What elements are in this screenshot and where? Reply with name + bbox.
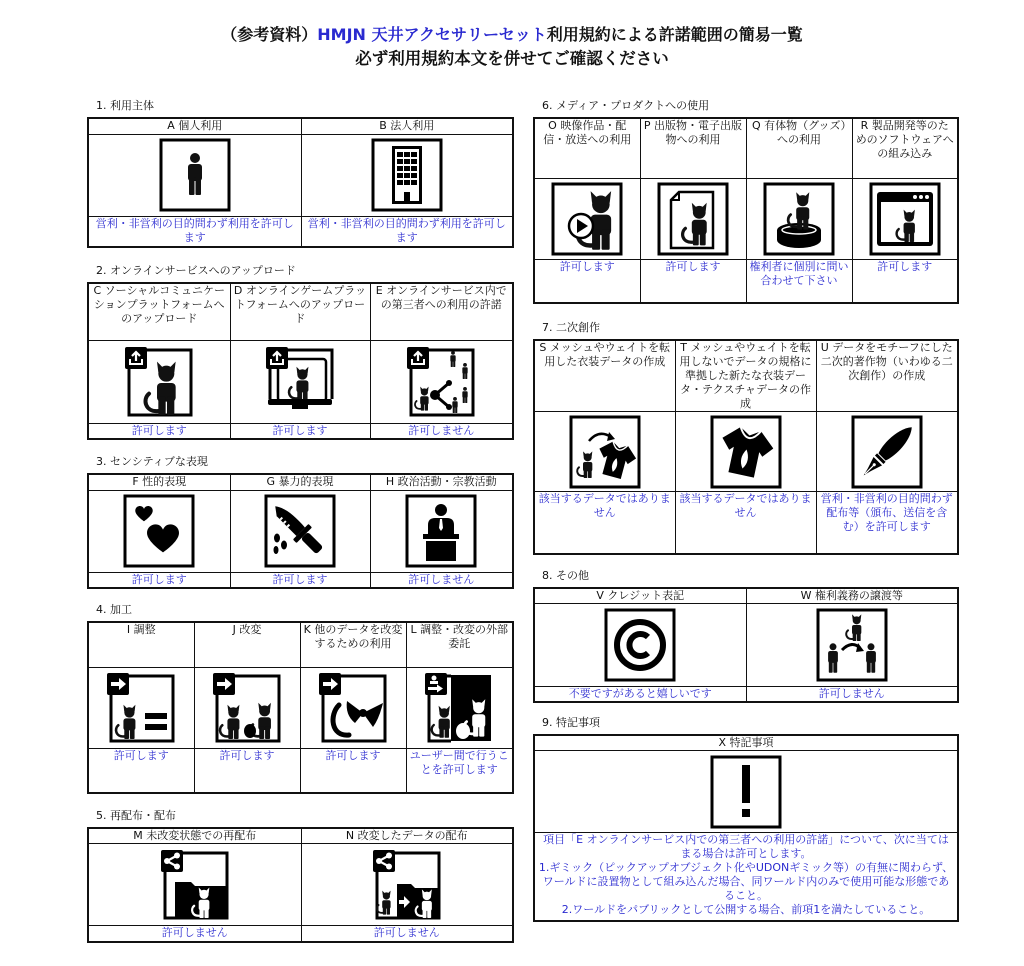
item-header-e: E オンラインサービス内での第三者への利用の許諾	[370, 283, 513, 340]
person-icon	[159, 138, 231, 212]
permission-table	[87, 621, 514, 794]
title-prefix: （参考資料）	[221, 25, 318, 44]
section-sensitive-expression	[87, 455, 512, 589]
item-icon-cell-c	[88, 340, 230, 423]
item-status-u: 営利・非営利の目的問わず配布等（頒布、送信を含む）を許可します	[816, 492, 958, 554]
item-icon-cell-j	[194, 667, 300, 748]
item-header-w: W 権利義務の譲渡等	[746, 588, 958, 604]
section-label: 7. 二次創作	[542, 321, 600, 334]
permission-table	[87, 827, 514, 943]
item-header-l: L 調整・改変の外部委託	[406, 622, 513, 667]
publication-icon	[657, 182, 729, 256]
building-icon	[371, 138, 443, 212]
upload-game-icon	[264, 345, 336, 419]
item-header-k: K 他のデータを改変するための利用	[300, 622, 406, 667]
special-notes-text	[534, 833, 958, 921]
item-icon-cell-a	[88, 134, 301, 216]
item-status-q: 権利者に個別に問い合わせて下さい	[746, 259, 852, 303]
item-icon-cell-u	[816, 412, 958, 492]
item-icon-cell-e	[370, 340, 513, 423]
title-suffix: 利用規約による許諾範囲の簡易一覧	[546, 25, 803, 44]
item-header-x: X 特記事項	[534, 735, 958, 751]
item-icon-cell-x	[534, 751, 958, 833]
item-header-j: J 改変	[194, 622, 300, 667]
transfer-rights-icon	[816, 608, 888, 682]
item-icon-cell-t	[675, 412, 816, 492]
item-status-d: 許可します	[230, 423, 370, 439]
item-header-d: D オンラインゲームプラットフォームへのアップロード	[230, 283, 370, 340]
item-icon-cell-v	[534, 604, 746, 687]
item-header-h: H 政治活動・宗教活動	[370, 474, 513, 490]
item-status-h: 許可しません	[370, 572, 513, 588]
special-note-condition-2: 2.ワールドをパブリックとして公開する場合、前項1を満たしていること。	[561, 903, 931, 916]
item-icon-cell-m	[88, 844, 301, 926]
section-label: 2. オンラインサービスへのアップロード	[96, 264, 296, 277]
item-status-l: ユーザー間で行うことを許可します	[406, 748, 513, 793]
item-status-i: 許可します	[88, 748, 194, 793]
item-header-o: O 映像作品・配信・放送への利用	[534, 118, 640, 178]
item-icon-cell-b	[301, 134, 513, 216]
item-icon-cell-f	[88, 490, 230, 572]
title-product-name: HMJN 天井アクセサリーセット	[317, 25, 547, 44]
upload-social-icon	[123, 345, 195, 419]
item-header-a: A 個人利用	[88, 118, 301, 134]
share-third-party-icon	[405, 345, 477, 419]
distribute-modified-icon	[371, 848, 443, 922]
permission-table	[533, 339, 959, 555]
software-window-icon	[869, 182, 941, 256]
item-header-m: M 未改変状態での再配布	[88, 828, 301, 844]
item-status-c: 許可します	[88, 423, 230, 439]
item-status-p: 許可します	[640, 259, 746, 303]
section-processing	[87, 603, 512, 794]
item-icon-cell-g	[230, 490, 370, 572]
item-status-e: 許可しません	[370, 423, 513, 439]
permission-table	[533, 734, 959, 922]
section-label: 1. 利用主体	[96, 99, 154, 112]
page-title	[0, 25, 1024, 45]
item-status-o: 許可します	[534, 259, 640, 303]
item-icon-cell-l	[406, 667, 513, 748]
item-status-k: 許可します	[300, 748, 406, 793]
video-icon	[551, 182, 623, 256]
item-header-t: T メッシュやウェイトを転用しないでデータの規格に準拠した新たな衣装データ・テクスチャデータの作成	[675, 340, 816, 412]
section-label: 8. その他	[542, 569, 589, 582]
item-icon-cell-i	[88, 667, 194, 748]
redistribute-icon	[159, 848, 231, 922]
item-header-c: C ソーシャルコミュニケーションプラットフォームへのアップロード	[88, 283, 230, 340]
item-status-r: 許可します	[852, 259, 958, 303]
section-derivative-works	[533, 321, 957, 555]
section-label: 6. メディア・プロダクトへの使用	[542, 99, 710, 112]
section-media-products	[533, 99, 957, 304]
item-header-i: I 調整	[88, 622, 194, 667]
item-header-p: P 出版物・電子出版物への利用	[640, 118, 746, 178]
item-icon-cell-r	[852, 178, 958, 259]
item-header-g: G 暴力的表現	[230, 474, 370, 490]
section-label: 5. 再配布・配布	[96, 809, 176, 822]
item-icon-cell-d	[230, 340, 370, 423]
section-label: 4. 加工	[96, 603, 132, 616]
special-note-intro: 項目「E オンラインサービス内での第三者への利用の許諾」について、次に当てはまる場合は許可とします。	[543, 833, 949, 860]
item-header-u: U データをモチーフにした二次的著作物（いわゆる二次創作）の作成	[816, 340, 958, 412]
section-special-notes	[533, 716, 957, 922]
item-header-r: R 製品開発等のためのソフトウェアへの組み込み	[852, 118, 958, 178]
page-subtitle: 必ず利用規約本文を併せてご確認ください	[355, 49, 669, 68]
item-status-f: 許可します	[88, 572, 230, 588]
pen-nib-icon	[851, 415, 923, 489]
adjust-icon	[105, 671, 177, 745]
knife-icon	[264, 494, 336, 568]
item-status-v: 不要ですがあると嬉しいです	[534, 687, 746, 703]
section-other	[533, 569, 957, 703]
item-header-f: F 性的表現	[88, 474, 230, 490]
item-header-v: V クレジット表記	[534, 588, 746, 604]
item-icon-cell-p	[640, 178, 746, 259]
costume-icon	[710, 415, 782, 489]
item-icon-cell-k	[300, 667, 406, 748]
item-status-a: 営利・非営利の目的問わず利用を許可します	[88, 216, 301, 247]
costume-transfer-icon	[569, 415, 641, 489]
exclamation-icon	[710, 755, 782, 829]
item-status-g: 許可します	[230, 572, 370, 588]
permission-table	[87, 282, 514, 440]
item-icon-cell-w	[746, 604, 958, 687]
outsource-icon	[423, 671, 495, 745]
item-status-t: 該当するデータではありません	[675, 492, 816, 554]
reuse-parts-icon	[317, 671, 389, 745]
hearts-icon	[123, 494, 195, 568]
item-status-s: 該当するデータではありません	[534, 492, 675, 554]
item-icon-cell-s	[534, 412, 675, 492]
item-status-n: 許可しません	[301, 926, 513, 942]
section-label: 3. センシティブな表現	[96, 455, 208, 468]
section-online-upload	[87, 264, 512, 440]
item-icon-cell-q	[746, 178, 852, 259]
item-icon-cell-o	[534, 178, 640, 259]
section-redistribution	[87, 809, 512, 943]
item-header-n: N 改変したデータの配布	[301, 828, 513, 844]
item-header-q: Q 有体物（グッズ）への利用	[746, 118, 852, 178]
item-header-s: S メッシュやウェイトを転用した衣装データの作成	[534, 340, 675, 412]
special-note-condition-1: 1.ギミック（ピックアップオブジェクト化やUDONギミック等）の有無に関わらず、ワールドに設置物として組み込んだ場合、同ワールド内のみで使用可能な形態であること。	[538, 861, 954, 902]
item-icon-cell-h	[370, 490, 513, 572]
item-status-b: 営利・非営利の目的問わず利用を許可します	[301, 216, 513, 247]
permission-table	[533, 117, 959, 304]
permission-table	[87, 117, 514, 248]
podium-icon	[405, 494, 477, 568]
permission-table	[87, 473, 514, 589]
item-header-b: B 法人利用	[301, 118, 513, 134]
permission-table	[533, 587, 959, 703]
copyright-icon	[604, 608, 676, 682]
modify-icon	[211, 671, 283, 745]
item-icon-cell-n	[301, 844, 513, 926]
section-usage-subject	[87, 99, 512, 248]
section-label: 9. 特記事項	[542, 716, 600, 729]
item-status-j: 許可します	[194, 748, 300, 793]
figure-goods-icon	[763, 182, 835, 256]
item-status-w: 許可しません	[746, 687, 958, 703]
item-status-m: 許可しません	[88, 926, 301, 942]
